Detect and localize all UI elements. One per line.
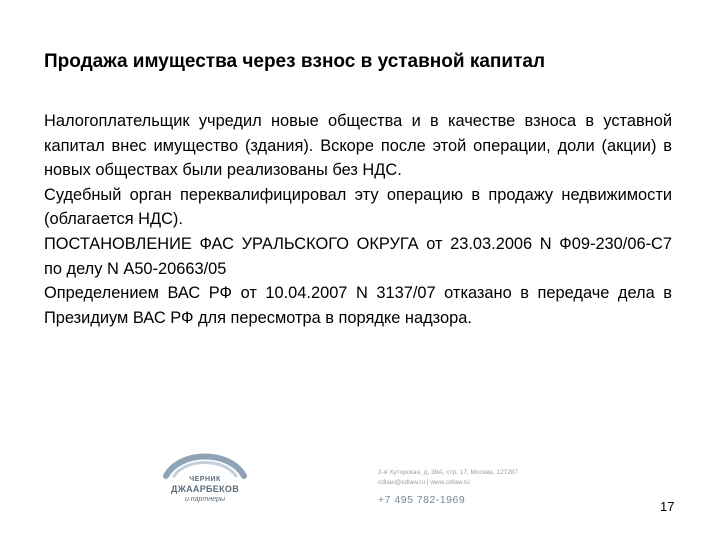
logo-line1: ЧЕРНИК (189, 476, 221, 483)
logo-line2: ДЖААРБЕКОВ (170, 484, 239, 494)
slide-body (44, 109, 672, 330)
logo-line3: и партнеры (184, 496, 226, 503)
logo-arc-icon (160, 446, 250, 480)
footer-address (378, 468, 518, 488)
paragraph-3: ПОСТАНОВЛЕНИЕ ФАС УРАЛЬСКОГО ОКРУГА от 23.03.2006 N Ф09-230/06-С7 по делу N А50-20663/05 (44, 234, 672, 278)
address-line2: cdlaw@cdlaw.ru | www.cdlaw.ru (378, 479, 470, 486)
paragraph-4: Определением ВАС РФ от 10.04.2007 N 3137/07 отказано в передаче дела в Президиум ВАС РФ для пересмотра в порядке надзора. (44, 284, 672, 327)
address-line1: 2-я Хуторская, д. 38А, стр. 17, Москва, 127287 (378, 469, 519, 476)
paragraph-2: Судебный орган переквалифицировал эту операцию в продажу недвижимости (облагается НДС). (44, 185, 672, 229)
page-number: 17 (660, 499, 675, 514)
slide-title: Продажа имущества через взнос в уставной капитал (44, 51, 546, 72)
paragraph-1: Налогоплательщик учредил новые общества и в качестве взноса в уставной капитал внес имущество (здания). Вскоре после этой операции, доли (акции) в новых обществах были реализованы без НДС. (44, 112, 672, 180)
company-logo (160, 446, 250, 512)
footer-phone: +7 495 782-1969 (378, 494, 466, 506)
